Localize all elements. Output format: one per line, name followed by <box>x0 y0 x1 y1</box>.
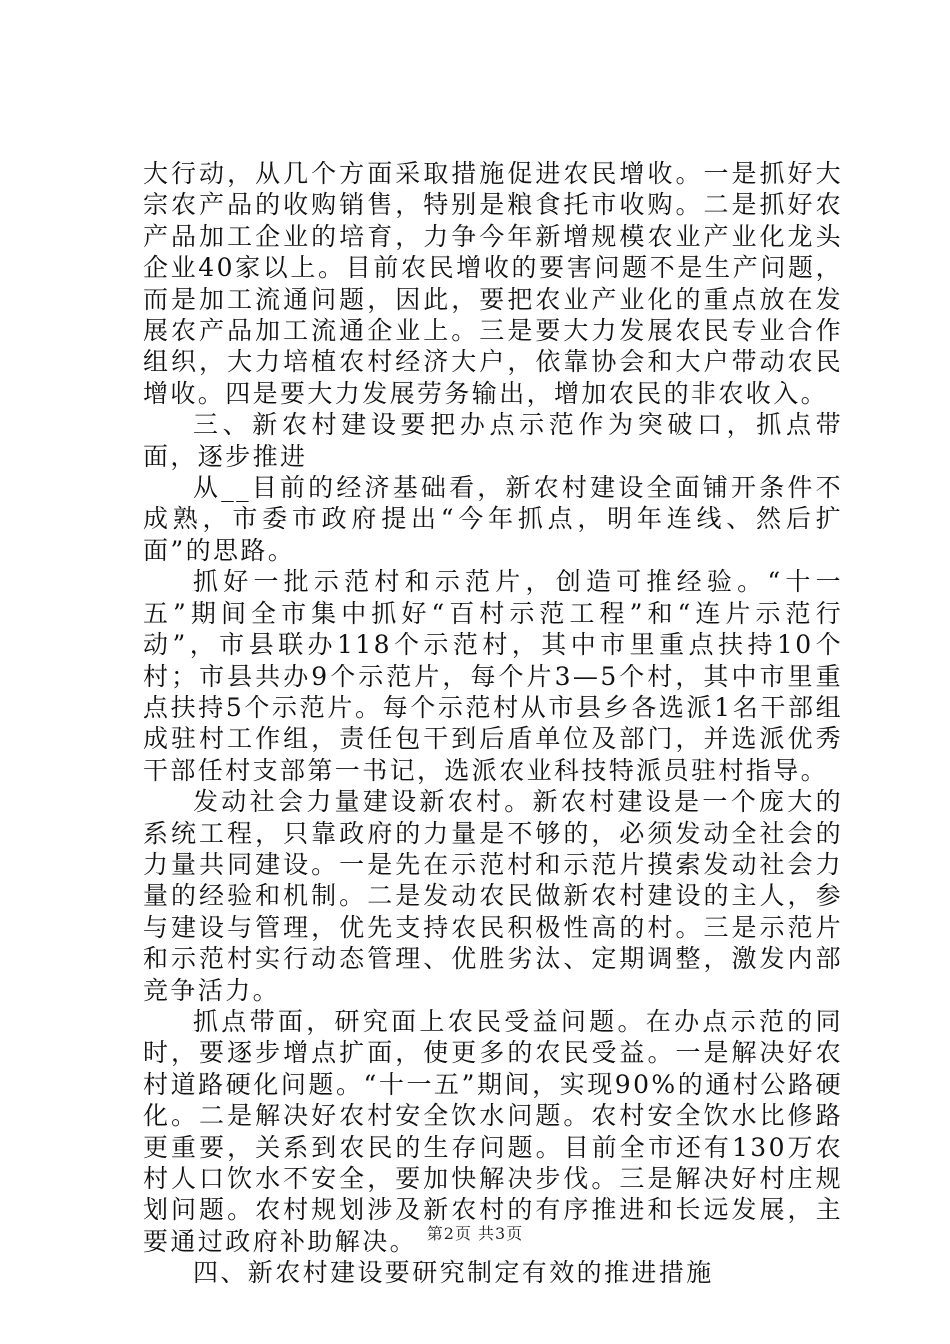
document-body <box>143 158 843 1289</box>
paragraph-1: 大行动，从几个方面采取措施促进农民增收。一是抓好大宗农产品的收购销售，特别是粮食托市收购。二是抓好农产品加工企业的培育，力争今年新增规模农业产业化龙头企业40家以上。目前农民增收的要害问题不是生产问题，而是加工流通问题，因此，要把农业产业化的重点放在发展农产品加工流通企业上。三是要大力发展农民专业合作组织，大力培植农村经济大户，依靠协会和大户带动农民增收。四是要大力发展劳务输出，增加农民的非农收入。 <box>143 159 843 408</box>
paragraph-4: 发动社会力量建设新农村。新农村建设是一个庞大的系统工程，只靠政府的力量是不够的，必须发动全社会的力量共同建设。一是先在示范村和示范片摸索发动社会力量的经验和机制。二是发动农民做新农村建设的主人，参与建设与管理，优先支持农民积极性高的村。三是示范片和示范村实行动态管理、优胜劣汰、定期调整，激发内部竞争活力。 <box>143 787 843 1005</box>
section-heading-3: 三、新农村建设要把办点示范作为突破口，抓点带面，逐步推进 <box>143 410 843 471</box>
page-number-footer: 第2页 共3页 <box>426 1224 524 1243</box>
paragraph-2: 从__目前的经济基础看，新农村建设全面铺开条件不成熟，市委市政府提出“今年抓点，明年连线、然后扩面”的思路。 <box>143 473 843 565</box>
paragraph-3: 抓好一批示范村和示范片，创造可推经验。“十一五”期间全市集中抓好“百村示范工程”和“连片示范行动”，市县联办118个示范村，其中市里重点扶持10个村；市县共办9个示范片，每个片3—5个村，其中市里重点扶持5个示范片。每个示范村从市县乡各选派1名干部组成驻村工作组，责任包干到后盾单位及部门，并选派优秀干部任村支部第一书记，选派农业科技特派员驻村指导。 <box>143 567 843 785</box>
paragraph-5: 抓点带面，研究面上农民受益问题。在办点示范的同时，要逐步增点扩面，使更多的农民受益。一是解决好农村道路硬化问题。“十一五”期间，实现90%的通村公路硬化。二是解决好农村安全饮水问题。农村安全饮水比修路更重要，关系到农民的生存问题。目前全市还有130万农村人口饮水不安全，要加快解决步伐。三是解决好村庄规划问题。农村规划涉及新农村的有序推进和长远发展，主要通过政府补助解决。 <box>143 1006 843 1256</box>
section-heading-4: 四、新农村建设要研究制定有效的推进措施 <box>193 1258 714 1288</box>
